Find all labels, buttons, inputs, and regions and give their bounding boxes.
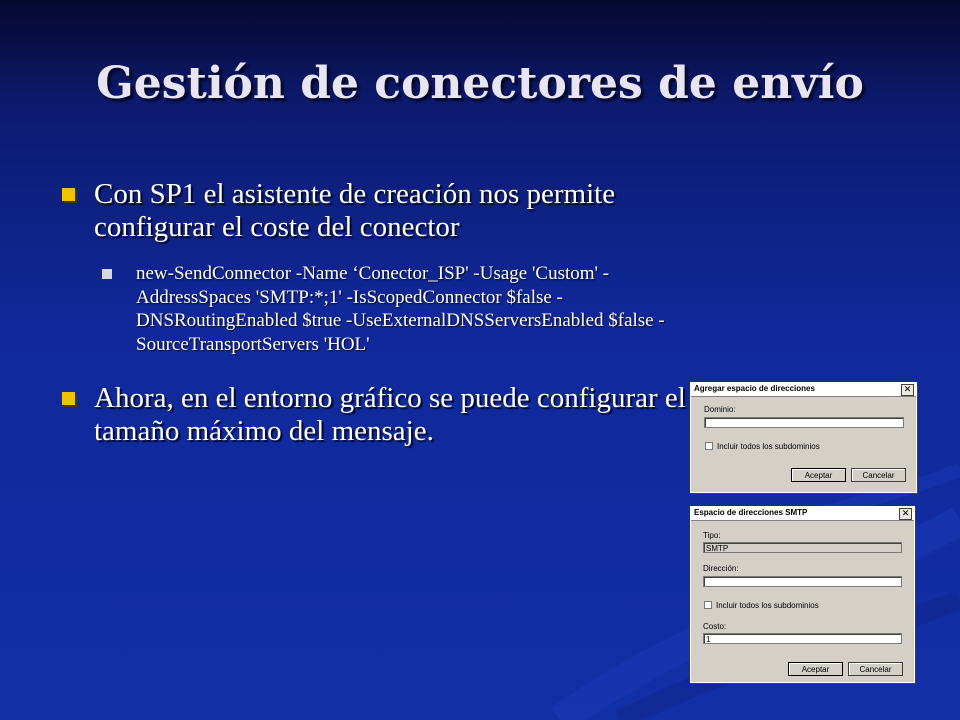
bullet-list — [58, 178, 698, 448]
bullet-text: Con SP1 el asistente de creación nos permite configurar el coste del conector — [94, 178, 616, 243]
close-icon[interactable]: ✕ — [901, 384, 914, 396]
sub-bullet-text: new-SendConnector -Name ‘Conector_ISP' -Usage 'Custom' -AddressSpaces 'SMTP:*;1' -IsScopedConnector $false -DNSRoutingEnabled $true -UseExternalDNSServersEnabled $false -SourceTransportServers 'HOL' — [136, 263, 665, 355]
domain-input[interactable] — [704, 417, 904, 428]
sub-bullet-item — [102, 262, 676, 356]
close-icon[interactable]: ✕ — [899, 508, 912, 520]
dialog-titlebar — [691, 383, 916, 397]
address-input[interactable] — [703, 576, 902, 587]
address-label: Dirección: — [703, 564, 739, 573]
dialog-title: Espacio de direcciones SMTP — [694, 508, 808, 517]
ok-button[interactable]: Aceptar — [791, 468, 846, 482]
bullet-item — [58, 178, 698, 244]
add-address-space-dialog — [690, 382, 917, 493]
bullet-square-icon — [62, 392, 75, 405]
sub-bullet-square-icon — [102, 269, 112, 279]
cost-input[interactable]: 1 — [703, 633, 902, 644]
dialog-title: Agregar espacio de direcciones — [694, 384, 815, 393]
smtp-address-space-dialog — [690, 506, 915, 683]
include-subdomains-checkbox[interactable] — [704, 601, 712, 609]
domain-label: Dominio: — [704, 405, 736, 414]
ok-button[interactable]: Aceptar — [788, 662, 843, 676]
cancel-button[interactable]: Cancelar — [851, 468, 906, 482]
slide-title: Gestión de conectores de envío — [96, 58, 864, 109]
include-subdomains-checkbox[interactable] — [705, 442, 713, 450]
cancel-button[interactable]: Cancelar — [848, 662, 903, 676]
bullet-square-icon — [62, 188, 75, 201]
type-field: SMTP — [703, 542, 902, 553]
bullet-text: Ahora, en el entorno gráfico se puede configurar el tamaño máximo del mensaje. — [94, 382, 686, 447]
type-label: Tipo: — [703, 531, 721, 540]
bullet-item — [58, 382, 698, 448]
cost-label: Costo: — [703, 622, 727, 631]
dialog-titlebar — [691, 507, 914, 521]
include-subdomains-label: Incluir todos los subdominios — [716, 601, 819, 610]
include-subdomains-label: Incluir todos los subdominios — [717, 442, 820, 451]
